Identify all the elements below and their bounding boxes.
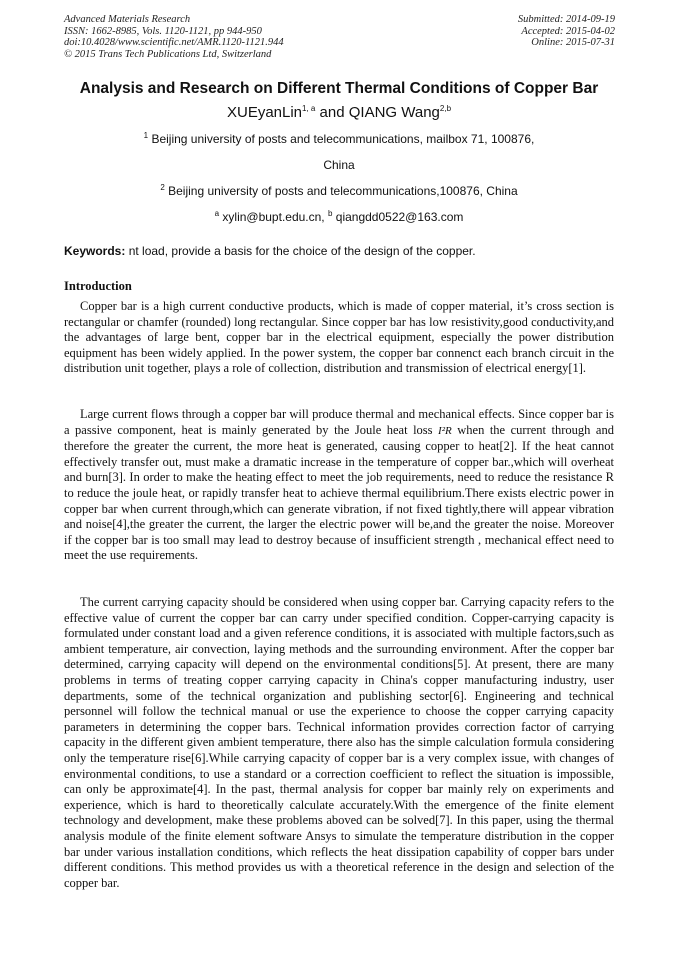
email-b-sup: b (327, 209, 333, 218)
keywords-label: Keywords: (64, 244, 126, 258)
author-2: QIANG Wang (348, 104, 440, 121)
affiliation-1 (0, 132, 678, 146)
affiliation-2-sup: 2 (160, 183, 165, 192)
publication-dates (518, 14, 615, 49)
author-line (0, 104, 678, 121)
section-heading-introduction: Introduction (64, 279, 132, 293)
paragraph-2-part-1: Large current flows through a copper bar will produce thermal and mechanical effects. Since copper bar is a passive component, heat is mainly generated by the Joule heat loss (64, 407, 614, 437)
keywords (64, 244, 476, 258)
affiliation-1-country: China (323, 158, 355, 172)
author-1-sup: 1, a (302, 104, 316, 113)
copyright: © 2015 Trans Tech Publications Ltd, Switzerland (64, 48, 272, 60)
author-2-sup: 2,b (439, 104, 452, 113)
paper-title: Analysis and Research on Different Thermal Conditions of Copper Bar (79, 80, 599, 97)
doi: doi:10.4028/www.scientific.net/AMR.1120-1121.944 (64, 37, 284, 48)
joule-heat-formula: I²R (438, 424, 452, 437)
author-1: XUEyanLin (226, 104, 303, 121)
email-b: qiangdd0522@163.com (332, 210, 464, 224)
paragraph-2 (64, 407, 614, 564)
accepted-date: Accepted: 2015-04-02 (521, 25, 615, 37)
author-conjunction: and (315, 104, 349, 121)
journal-info (64, 14, 284, 60)
paragraph-2-part-2: when the current through and therefore the greater the current, the more heat is generated, causing copper to heat[2]. If the heat cannot effectively transfer out, must make a dramatic increase in the temperature of copper bar.,which will overheat and burn[3]. In order to make the heating effect to meet the job requirements, need to reduce the resistance R to reduce the joule heat, or rapidly transfer heat to achieve thermal equilibrium.There exists electric power in copper bar when current through,which can generate vibration, if not fixed tightly,there will appear vibration and noise[4],the greater the current, the larger the electric power will be,and the greater the noise. Moreover if the copper bar is too small may lead to destroy because of insufficient strength , mechanical effect need to meet the use requirements. (64, 422, 614, 563)
issn: ISSN: 1662-8985, Vols. 1120-1121, pp 944-950 (64, 25, 262, 37)
affiliation-1-text: Beijing university of posts and telecommunications, mailbox 71, 100876, (148, 132, 535, 146)
journal-name: Advanced Materials Research (64, 14, 191, 25)
email-line (0, 210, 678, 224)
keywords-text: nt load, provide a basis for the choice of the design of the copper. (125, 244, 476, 258)
email-a-sup: a (214, 209, 220, 218)
online-date: Online: 2015-07-31 (531, 37, 615, 48)
affiliation-1-sup: 1 (143, 131, 149, 140)
paragraph-3: The current carrying capacity should be considered when using copper bar. Carrying capacity refers to the effective value of current the copper bar can carry under specified condition. Copper-carrying capacity is formulated under constant load and a given reference conditions, it is associated with multiple factors,such as ambient temperature, air convection, laying methods and the surrounding environment. After the copper bar determined, carrying capacity will depend on the environmental conditions[5]. At present, there are many problems in terms of treating copper carrying capacity in China's copper manufacturing industry, user departments, some of the technical organization and publishing sector[6]. Engineering and technical personnel will follow the technical manual or use the experience to choose the copper carrying capacity parameters in determining the copper bars. Technical information provides correction factor of carrying capacity in the different given ambient temperature, there also has the simple calculation formula considering only the temperature rise[6].While carrying capacity of copper bar is a very complex issue, with changes of environmental conditions, to use a standard or a correction coefficient to reflect the situation is impossible, can only be approximate[4]. In the past, thermal analysis for copper bar mainly rely on experiments and experience, which is hard to theoretically calculate accurately.With the emergence of the finite element technology and development, make these problems aboved can be solved[7]. In this paper, using the thermal analysis module of the finite element software Ansys to simulate the temperature distribution in the copper bar under various installation conditions, which reflects the heat dissipation capability of copper bars under different conditions. This method provides us with a theoretical reference in the design and selection of the copper bar. (64, 595, 614, 890)
email-a: xylin@bupt.edu.cn, (219, 210, 328, 224)
paragraph-1: Copper bar is a high current conductive products, which is made of copper material, it’s cross section is rectangular or chamfer (rounded) long rectangular. Since copper bar has low resistivity,good conductivity,and the advantages of large bent, copper bar in the electrical equipment, especially the power distribution equipment has been widely applied. In the power system, the copper bar connenct each branch circuit in the distribution unit together, plays a role of collection, distribution and transmission of electrical energy[1]. (64, 299, 614, 376)
affiliation-2 (0, 184, 678, 198)
affiliation-2-text: Beijing university of posts and telecommunications,100876, China (164, 184, 518, 198)
submitted-date: Submitted: 2014-09-19 (517, 14, 615, 25)
